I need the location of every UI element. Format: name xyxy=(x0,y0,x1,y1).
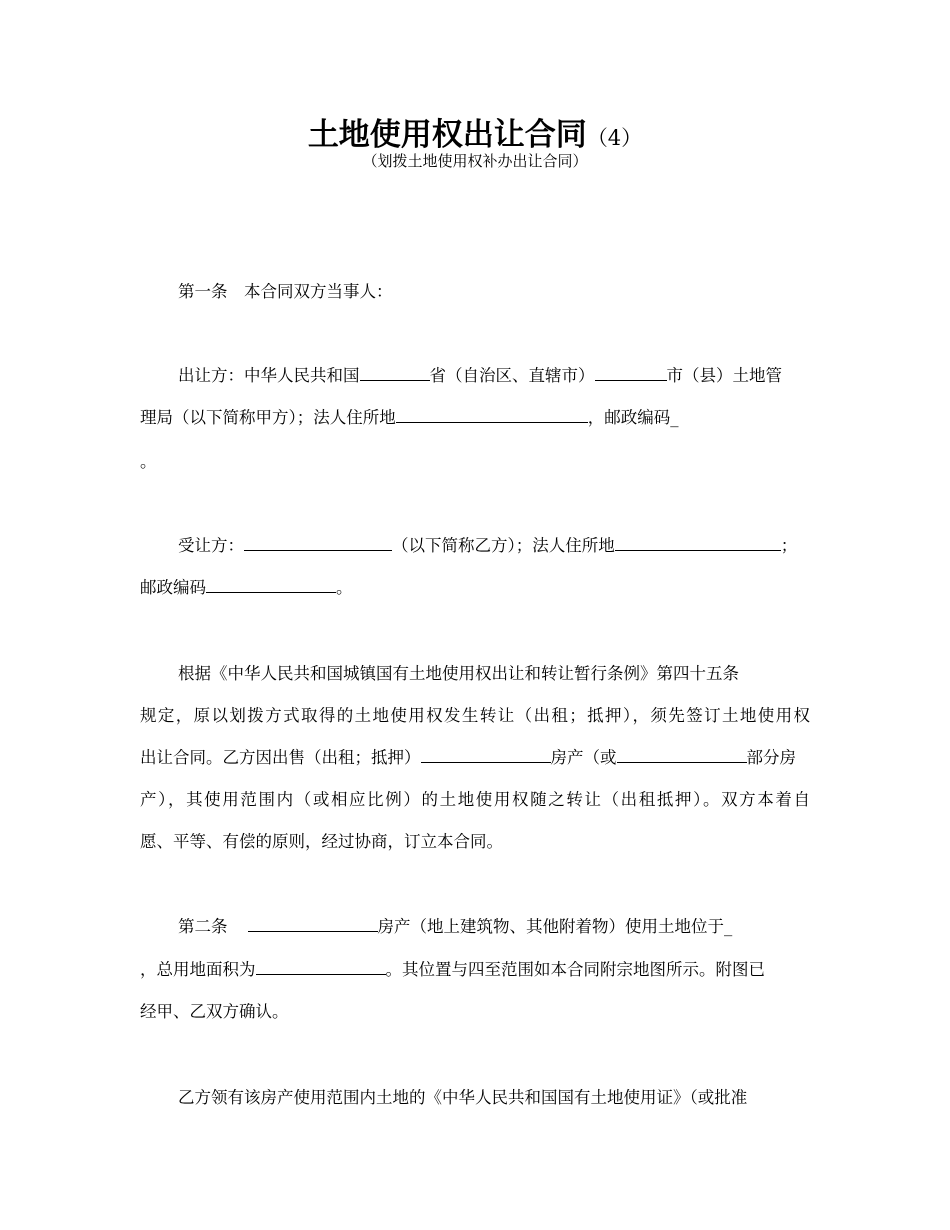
total-area-blank[interactable] xyxy=(256,958,386,975)
city-blank[interactable] xyxy=(595,364,667,381)
article2-line2-b: 。其位置与四至范围如本合同附宗地图所示。附图已 xyxy=(385,960,765,979)
article1-heading: 第一条 本合同双方当事人： xyxy=(178,282,393,301)
transferee-period: 。 xyxy=(336,578,353,597)
transferor-line3: 。 xyxy=(140,452,157,471)
transferor-label: 出让方：中华人民共和国 xyxy=(178,366,360,385)
basis-line3 xyxy=(140,746,796,770)
transferor-line2 xyxy=(140,406,679,430)
certificate-line1: 乙方领有该房产使用范围内土地的《中华人民共和国国有土地使用证》（或批准 xyxy=(178,1088,748,1107)
transferor-line2-a: 理局（以下简称甲方）；法人住所地 xyxy=(140,408,396,427)
transferee-address-blank[interactable] xyxy=(615,534,781,551)
basis-line1: 根据《中华人民共和国城镇国有土地使用权出让和转让暂行条例》第四十五条 xyxy=(178,664,739,683)
transferee-label: 受让方： xyxy=(178,536,244,555)
basis-line3-c: 部分房 xyxy=(746,748,796,767)
transferor-address-blank[interactable] xyxy=(396,406,588,423)
transferee-postal-blank[interactable] xyxy=(206,576,336,593)
article2-line3: 经甲、乙双方确认。 xyxy=(140,1002,289,1021)
basis-line3-b: 房产（或 xyxy=(550,748,617,767)
article2-property-blank[interactable] xyxy=(248,915,378,932)
transferee-short: （以下简称乙方）；法人住所地 xyxy=(392,536,615,555)
basis-line5: 愿、平等、有偿的原则，经过协商，订立本合同。 xyxy=(140,832,503,851)
transferee-line1 xyxy=(178,534,797,558)
title-text: 土地使用权出让合同 xyxy=(307,117,587,153)
transferor-province: 省（自治区、直辖市） xyxy=(429,366,595,385)
basis-line4: 产），其使用范围内（或相应比例）的土地使用权随之转让（出租抵押）。双方本着自 xyxy=(140,790,810,809)
transferor-city: 市（县）土地管 xyxy=(666,366,782,385)
transferee-line2 xyxy=(140,576,353,600)
article2-line2-a: ，总用地面积为 xyxy=(140,960,256,979)
document-subtitle: （划拨土地使用权补办出让合同） xyxy=(362,152,588,170)
transferee-postal-label: 邮政编码 xyxy=(140,578,206,597)
basis-line2: 规定，原以划拨方式取得的土地使用权发生转让（出租；抵押），须先签订土地使用权 xyxy=(140,706,810,725)
article2-heading: 第二条 xyxy=(178,917,228,936)
article2-line2 xyxy=(140,958,765,982)
transferor-line2-b: ，邮政编码_ xyxy=(587,408,679,427)
province-blank[interactable] xyxy=(360,364,430,381)
basis-line3-a: 出让合同。乙方因出售（出租；抵押） xyxy=(140,748,421,767)
property-blank[interactable] xyxy=(421,746,551,763)
partial-property-blank[interactable] xyxy=(617,746,747,763)
article2-line1 xyxy=(178,915,732,939)
article2-line1-b: 房产（地上建筑物、其他附着物）使用土地位于_ xyxy=(377,917,733,936)
title-suffix: （4） xyxy=(586,126,643,150)
transferor-line1 xyxy=(178,364,782,388)
transferee-name-blank[interactable] xyxy=(244,534,392,551)
transferee-semicolon: ； xyxy=(780,536,798,555)
